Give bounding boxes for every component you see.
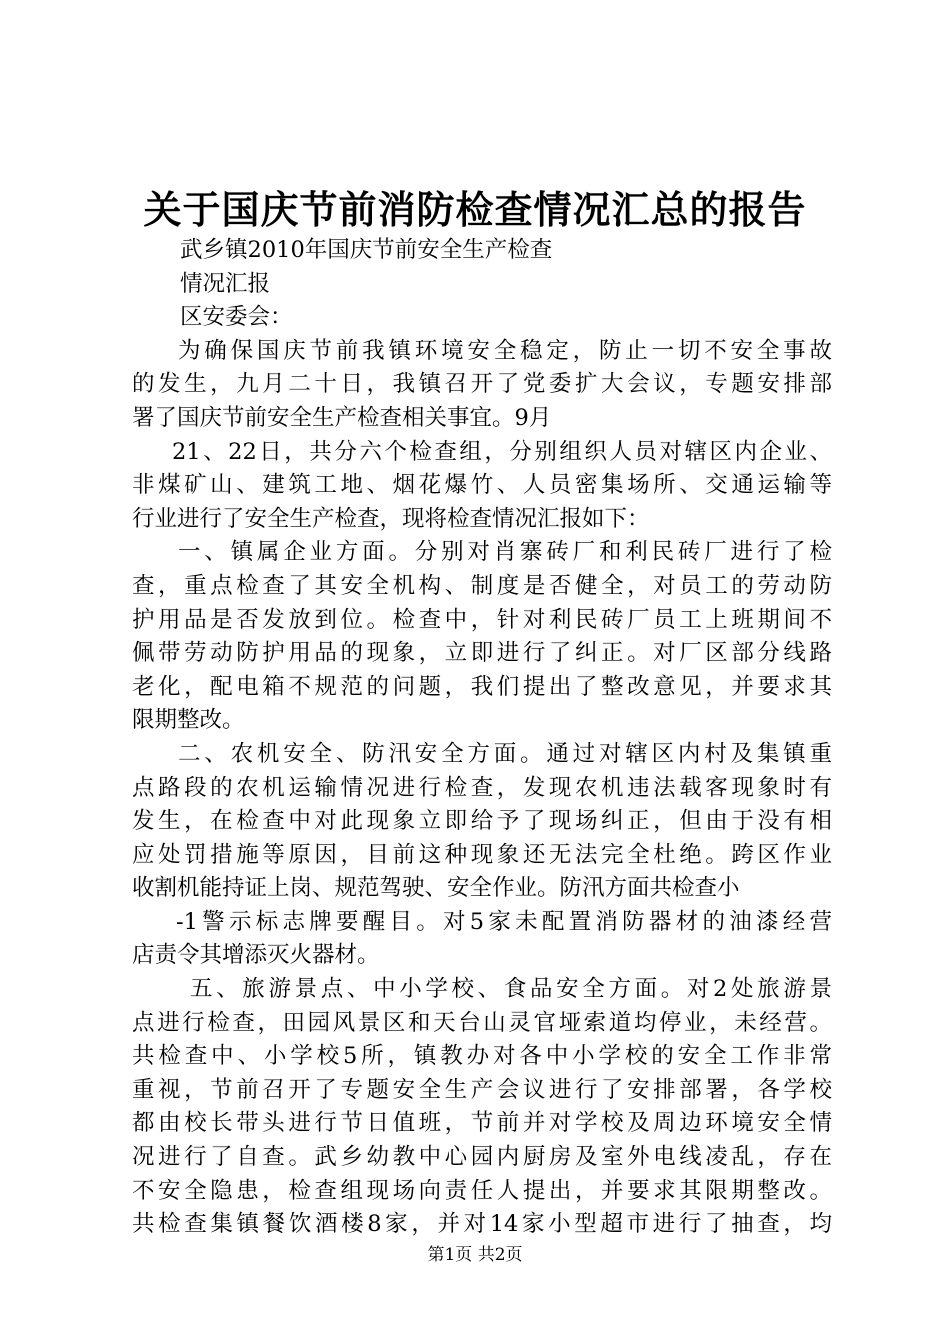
paragraph-line: 共检查中、小学校5所，镇教办对各中小学校的安全工作非常 xyxy=(132,1043,832,1070)
paragraph-line: 发生，在检查中对此现象立即给予了现场纠正，但由于没有相 xyxy=(132,808,832,835)
paragraph-line: 共检查集镇餐饮酒楼8家，并对14家小型超市进行了抽查，均 xyxy=(132,1211,832,1238)
document-body xyxy=(132,234,832,1242)
paragraph-line: 店责令其增添灭火器材。 xyxy=(132,942,380,969)
subtitle-line: 情况汇报 xyxy=(180,270,271,297)
paragraph-line: 查，重点检查了其安全机构、制度是否健全，对员工的劳动防 xyxy=(132,572,832,599)
paragraph-line: 点路段的农机运输情况进行检查，发现农机违法载客现象时有 xyxy=(132,774,832,801)
paragraph-line: 非煤矿山、建筑工地、烟花爆竹、人员密集场所、交通运输等 xyxy=(132,472,832,499)
paragraph-line: 都由校长带头进行节日值班，节前并对学校及周边环境安全情 xyxy=(132,1110,832,1137)
paragraph-line: 老化，配电箱不规范的问题，我们提出了整改意见，并要求其 xyxy=(132,673,832,700)
paragraph-line: 收割机能持证上岗、规范驾驶、安全作业。防汛方面共检查小 xyxy=(132,875,740,902)
paragraph-line: 佩带劳动防护用品的现象，立即进行了纠正。对厂区部分线路 xyxy=(132,640,832,667)
paragraph-line: 一、镇属企业方面。分别对肖寨砖厂和利民砖厂进行了检 xyxy=(178,539,832,566)
paragraph-line: 况进行了自查。武乡幼教中心园内厨房及室外电线凌乱，存在 xyxy=(132,1144,832,1171)
paragraph-line: 点进行检查，田园风景区和天台山灵官垭索道均停业，未经营。 xyxy=(132,1009,832,1036)
paragraph-line: 重视，节前召开了专题安全生产会议进行了安排部署，各学校 xyxy=(132,1076,832,1103)
paragraph-line: 限期整改。 xyxy=(132,707,245,734)
page-number-footer: 第1页 共2页 xyxy=(427,1245,523,1265)
paragraph-line: 五、旅游景点、中小学校、食品安全方面。对2处旅游景 xyxy=(190,976,832,1003)
paragraph-line: 应处罚措施等原因，目前这种现象还无法完全杜绝。跨区作业 xyxy=(132,841,832,868)
paragraph-line: 为确保国庆节前我镇环境安全稳定，防止一切不安全事故 xyxy=(178,337,832,364)
paragraph-line: 21、22日，共分六个检查组，分别组织人员对辖区内企业、 xyxy=(172,438,832,465)
paragraph-line: 护用品是否发放到位。检查中，针对利民砖厂员工上班期间不 xyxy=(132,606,832,633)
paragraph-line: 不安全隐患，检查组现场向责任人提出，并要求其限期整改。 xyxy=(132,1177,832,1204)
paragraph-line: 的发生，九月二十日，我镇召开了党委扩大会议，专题安排部 xyxy=(132,371,832,398)
paragraph-line: 行业进行了安全生产检查，现将检查情况汇报如下： xyxy=(132,505,650,532)
salutation-line: 区安委会： xyxy=(180,304,293,331)
document-title: 关于国庆节前消防检查情况汇总的报告 xyxy=(143,187,807,232)
subtitle-line: 武乡镇2010年国庆节前安全生产检查 xyxy=(180,237,553,263)
paragraph-line: 署了国庆节前安全生产检查相关事宜。9月 xyxy=(132,404,552,431)
paragraph-line: 二、农机安全、防汛安全方面。通过对辖区内村及集镇重 xyxy=(178,740,832,767)
paragraph-line: -1警示标志牌要醒目。对5家未配置消防器材的油漆经营 xyxy=(176,908,832,935)
